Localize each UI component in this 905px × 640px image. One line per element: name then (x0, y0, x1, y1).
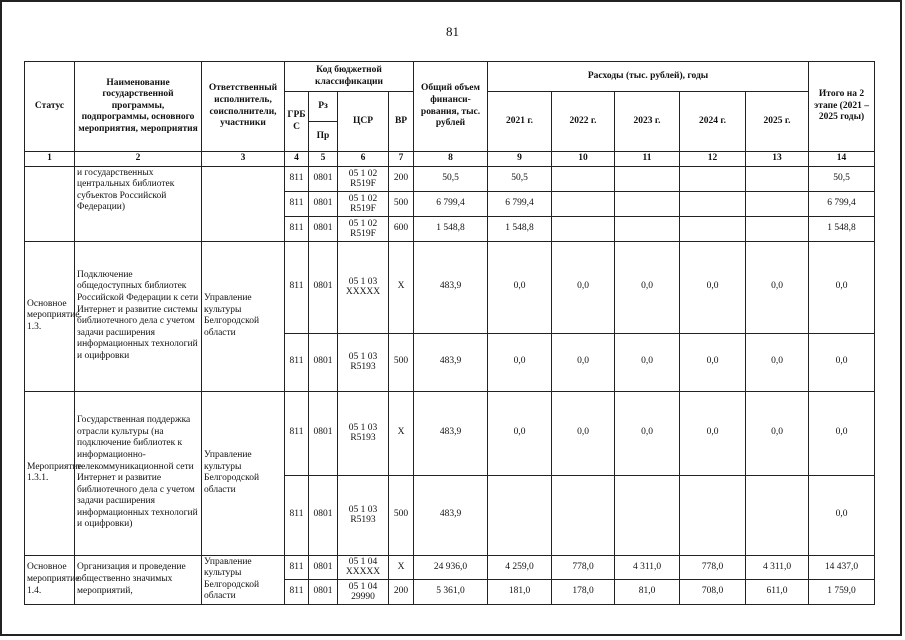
header-vr: ВР (389, 92, 414, 152)
cell-csr: 05 1 03 R5193 (338, 333, 389, 391)
cell-grbs: 811 (285, 391, 309, 475)
cell-itogo: 1 759,0 (809, 580, 875, 605)
page-number: 81 (446, 24, 459, 39)
cell-vr: 200 (389, 166, 414, 191)
header-pr: Пр (309, 122, 338, 152)
cell-y2022 (552, 166, 615, 191)
header-year-2022: 2022 г. (552, 92, 615, 152)
table-row (25, 391, 875, 475)
cell-y2021: 0,0 (488, 391, 552, 475)
cell-y2025 (746, 216, 809, 241)
cell-vr: 200 (389, 580, 414, 605)
cell-y2023 (615, 191, 680, 216)
column-index-10: 10 (552, 152, 615, 167)
cell-y2023: 0,0 (615, 333, 680, 391)
column-index-8: 8 (414, 152, 488, 167)
header-name: Наименование государственной программы, подпрограммы, основного мероприятия, мероприятия (75, 62, 202, 152)
header-expenses: Расходы (тыс. рублей), годы (488, 62, 809, 92)
cell-vr: X (389, 555, 414, 580)
column-index-13: 13 (746, 152, 809, 167)
cell-y2022 (552, 191, 615, 216)
row-status: Основное мероприятие 1.3. (25, 241, 75, 391)
row-name: Подключение общедоступных библиотек Российской Федерации к сети Интернет и развитие системы библиотечного дела с учетом задачи расширения информационных технологий и оцифровки (75, 241, 202, 391)
cell-y2021 (488, 475, 552, 555)
cell-csr: 05 1 03 R5193 (338, 391, 389, 475)
column-index-2: 2 (75, 152, 202, 167)
cell-y2022: 778,0 (552, 555, 615, 580)
cell-y2025: 4 311,0 (746, 555, 809, 580)
row-status: Основное мероприятие 1.4. (25, 555, 75, 604)
cell-total: 1 548,8 (414, 216, 488, 241)
cell-y2023 (615, 166, 680, 191)
table-row (25, 555, 875, 580)
cell-grbs: 811 (285, 475, 309, 555)
table-body (25, 166, 875, 604)
cell-y2021: 181,0 (488, 580, 552, 605)
cell-itogo: 0,0 (809, 241, 875, 333)
cell-y2023: 0,0 (615, 241, 680, 333)
cell-vr: 500 (389, 191, 414, 216)
row-name: Государственная поддержка отрасли культуры (на подключение библиотек к информационно-телекоммуникационной сети Интернет и развитие библиотечного дела с учетом задачи расширения информационных технологий и оцифровки) (75, 391, 202, 555)
column-index-1: 1 (25, 152, 75, 167)
cell-grbs: 811 (285, 580, 309, 605)
cell-y2024 (680, 166, 746, 191)
cell-y2024: 708,0 (680, 580, 746, 605)
header-total-fin: Общий объем финанси- рования, тыс. рублей (414, 62, 488, 152)
header-year-2025: 2025 г. (746, 92, 809, 152)
cell-total: 483,9 (414, 241, 488, 333)
table-row (25, 166, 875, 191)
header-grbs: ГРБ С (285, 92, 309, 152)
cell-y2023 (615, 475, 680, 555)
cell-y2021: 50,5 (488, 166, 552, 191)
header-year-2021: 2021 г. (488, 92, 552, 152)
header-rz: Рз (309, 92, 338, 122)
cell-itogo: 1 548,8 (809, 216, 875, 241)
cell-csr: 05 1 02 R519F (338, 216, 389, 241)
cell-y2025: 611,0 (746, 580, 809, 605)
budget-table (24, 61, 875, 605)
header-csr: ЦСР (338, 92, 389, 152)
cell-csr: 05 1 03 XXXXX (338, 241, 389, 333)
cell-itogo: 50,5 (809, 166, 875, 191)
cell-y2022: 0,0 (552, 241, 615, 333)
header-year-2024: 2024 г. (680, 92, 746, 152)
cell-total: 5 361,0 (414, 580, 488, 605)
column-index-11: 11 (615, 152, 680, 167)
cell-csr: 05 1 03 R5193 (338, 475, 389, 555)
cell-csr: 05 1 04 29990 (338, 580, 389, 605)
cell-itogo: 0,0 (809, 333, 875, 391)
cell-y2021: 0,0 (488, 333, 552, 391)
cell-y2024 (680, 475, 746, 555)
cell-csr: 05 1 04 XXXXX (338, 555, 389, 580)
row-status (25, 166, 75, 241)
cell-total: 483,9 (414, 391, 488, 475)
column-index-4: 4 (285, 152, 309, 167)
cell-y2022 (552, 475, 615, 555)
cell-y2024 (680, 191, 746, 216)
cell-y2021: 0,0 (488, 241, 552, 333)
cell-total: 483,9 (414, 475, 488, 555)
cell-vr: 500 (389, 475, 414, 555)
cell-grbs: 811 (285, 191, 309, 216)
cell-vr: 600 (389, 216, 414, 241)
cell-itogo: 0,0 (809, 391, 875, 475)
cell-grbs: 811 (285, 241, 309, 333)
cell-y2023: 4 311,0 (615, 555, 680, 580)
cell-y2025: 0,0 (746, 391, 809, 475)
cell-y2024: 0,0 (680, 333, 746, 391)
row-status: Мероприятие 1.3.1. (25, 391, 75, 555)
cell-vr: 500 (389, 333, 414, 391)
header-executor: Ответственный исполнитель, соисполнители, участники (202, 62, 285, 152)
cell-rzpr: 0801 (309, 166, 338, 191)
cell-y2025 (746, 475, 809, 555)
cell-total: 483,9 (414, 333, 488, 391)
cell-rzpr: 0801 (309, 191, 338, 216)
cell-rzpr: 0801 (309, 333, 338, 391)
cell-itogo: 0,0 (809, 475, 875, 555)
cell-rzpr: 0801 (309, 555, 338, 580)
cell-y2025: 0,0 (746, 333, 809, 391)
header-itogo: Итого на 2 этапе (2021 – 2025 годы) (809, 62, 875, 152)
cell-y2023: 81,0 (615, 580, 680, 605)
cell-y2024 (680, 216, 746, 241)
header-status: Статус (25, 62, 75, 152)
cell-rzpr: 0801 (309, 580, 338, 605)
cell-y2023 (615, 216, 680, 241)
header-kbk: Код бюджетной классификации (285, 62, 414, 92)
cell-vr: X (389, 391, 414, 475)
cell-y2022: 0,0 (552, 391, 615, 475)
column-index-9: 9 (488, 152, 552, 167)
cell-rzpr: 0801 (309, 216, 338, 241)
cell-vr: X (389, 241, 414, 333)
cell-grbs: 811 (285, 166, 309, 191)
column-index-row (25, 152, 875, 167)
cell-y2025 (746, 166, 809, 191)
row-executor: Управление культуры Белгородской области (202, 241, 285, 391)
cell-y2023: 0,0 (615, 391, 680, 475)
cell-total: 24 936,0 (414, 555, 488, 580)
column-index-3: 3 (202, 152, 285, 167)
cell-y2021: 4 259,0 (488, 555, 552, 580)
cell-y2022: 178,0 (552, 580, 615, 605)
column-index-5: 5 (309, 152, 338, 167)
cell-y2021: 1 548,8 (488, 216, 552, 241)
cell-rzpr: 0801 (309, 475, 338, 555)
cell-y2022 (552, 216, 615, 241)
row-executor: Управление культуры Белгородской области (202, 555, 285, 604)
cell-rzpr: 0801 (309, 241, 338, 333)
cell-itogo: 14 437,0 (809, 555, 875, 580)
cell-grbs: 811 (285, 555, 309, 580)
cell-y2021: 6 799,4 (488, 191, 552, 216)
row-name: и государственных центральных библиотек субъектов Российской Федерации) (75, 166, 202, 241)
cell-grbs: 811 (285, 216, 309, 241)
cell-y2024: 778,0 (680, 555, 746, 580)
cell-grbs: 811 (285, 333, 309, 391)
row-executor (202, 166, 285, 241)
cell-csr: 05 1 02 R519F (338, 166, 389, 191)
header-year-2023: 2023 г. (615, 92, 680, 152)
cell-y2025: 0,0 (746, 241, 809, 333)
cell-itogo: 6 799,4 (809, 191, 875, 216)
cell-y2024: 0,0 (680, 241, 746, 333)
cell-csr: 05 1 02 R519F (338, 191, 389, 216)
table-row (25, 241, 875, 333)
cell-rzpr: 0801 (309, 391, 338, 475)
cell-y2025 (746, 191, 809, 216)
cell-total: 6 799,4 (414, 191, 488, 216)
cell-total: 50,5 (414, 166, 488, 191)
column-index-7: 7 (389, 152, 414, 167)
column-index-14: 14 (809, 152, 875, 167)
cell-y2022: 0,0 (552, 333, 615, 391)
row-name: Организация и проведение общественно значимых мероприятий, (75, 555, 202, 604)
column-index-6: 6 (338, 152, 389, 167)
row-executor: Управление культуры Белгородской области (202, 391, 285, 555)
column-index-12: 12 (680, 152, 746, 167)
cell-y2024: 0,0 (680, 391, 746, 475)
